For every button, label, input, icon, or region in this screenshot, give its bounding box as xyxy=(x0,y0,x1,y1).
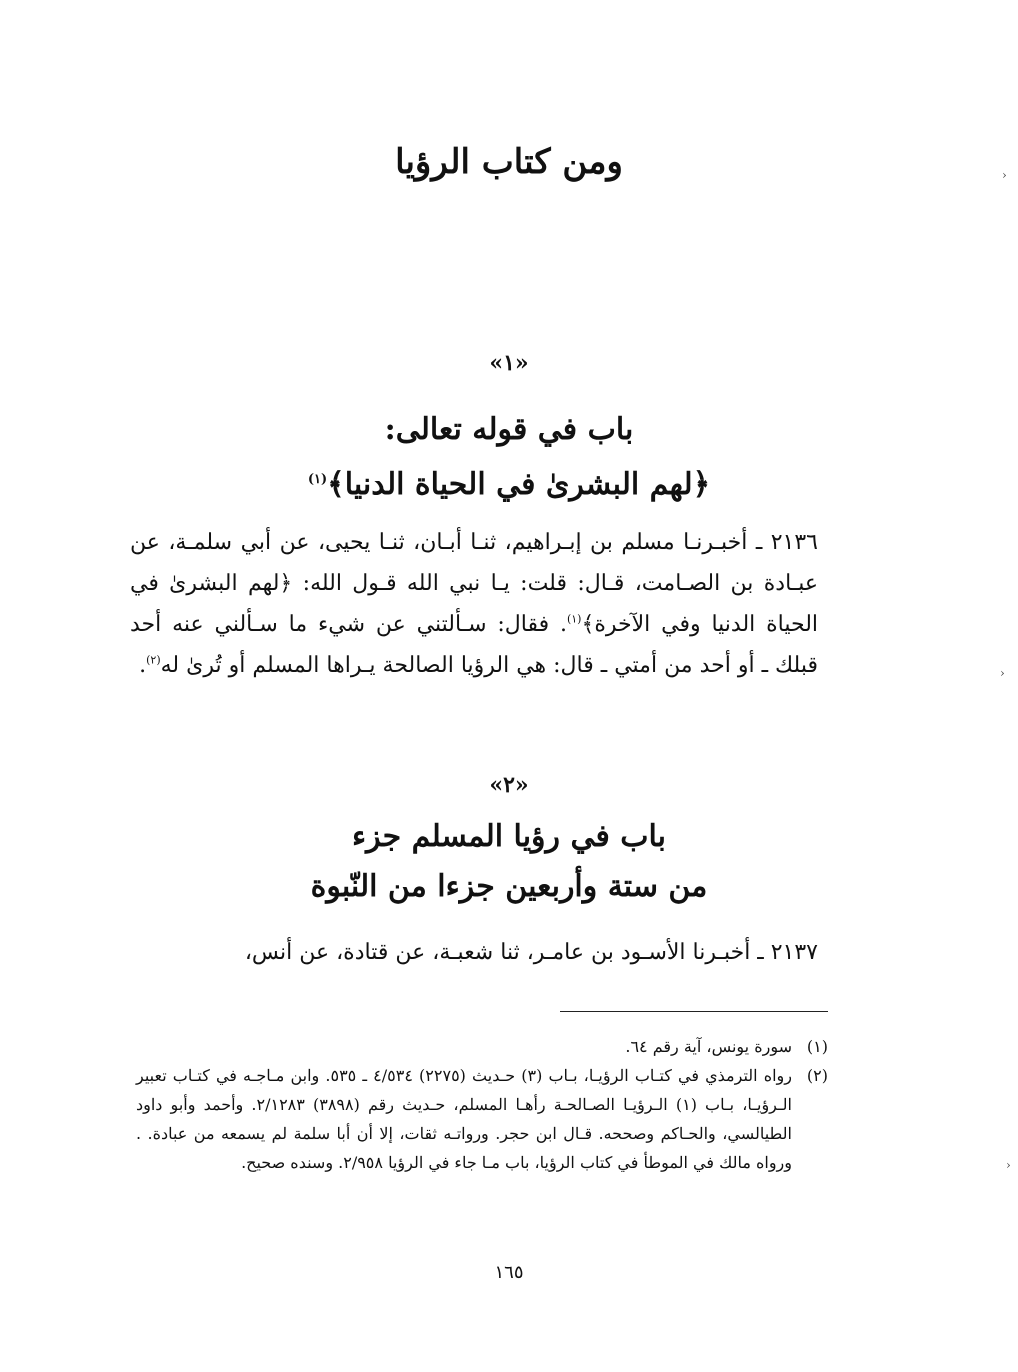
page-number: ١٦٥ xyxy=(494,1262,524,1283)
section-number-2: «٢» xyxy=(489,772,529,798)
margin-mark: › xyxy=(1000,666,1005,680)
book-title: ومن كتاب الرؤيا xyxy=(395,142,623,182)
margin-mark: › xyxy=(1002,168,1007,182)
footnote-marker: (٢) xyxy=(806,1066,828,1085)
footnote-ref-1b: (١) xyxy=(566,612,582,626)
footnote-marker: (١) xyxy=(806,1037,828,1056)
footnote-2 xyxy=(136,1061,828,1177)
footnote-text: سورة يونس، آية رقم ٦٤. xyxy=(625,1037,792,1056)
section-title-2-line1: باب في رؤيا المسلم جزء xyxy=(351,819,666,854)
hadith-2136-part1: ٢١٣٦ ـ أخبـرنـا مسلم بن إبـراهيم، ثنـا أبـان، ثنـا يحيى، عن أبي سلمـة، عن عبـادة بن الصـامت، قـال: قلت: يـا نبي الله قـول الله: ﴿لهم البشرىٰ في الحياة الدنيا وفي الآخرة﴾ xyxy=(130,530,819,637)
footnote-text: رواه الترمذي في كتـاب الرؤيـا، بـاب (٣) حـديث (٢٢٧٥) ٤/٥٣٤ ـ ٥٣٥. وابن مـاجـه في كتـاب تعبير الـرؤيـا، بـاب (١) الـرؤيـا الصـالحـة رأهـا المسلم، حـديث رقم (٣٨٩٨) ٢/١٢٨٣. وأحمد وأبو داود الطيالسي، والحـاكم وصححه. قـال ابن حجر. ورواتـه ثقات، إلا أن أبا سلمة لم يسمعه من عبادة. . ورواه مالك في الموطأ في كتاب الرؤيا، باب مـا جاء في الرؤيا ٢/٩٥٨. وسنده صحيح. xyxy=(136,1066,793,1172)
margin-mark: › xyxy=(1006,1158,1011,1172)
hadith-2136 xyxy=(130,522,818,686)
section-title-1 xyxy=(0,405,1018,510)
section-title-1-verse: ﴿لهم البشرىٰ في الحياة الدنيا﴾ xyxy=(327,467,711,502)
hadith-2136-part2: . فقال: سـألتني عن شيء ما سـألني عنه أحد قبلك ـ أو أحد من أمتي ـ قال: هي الرؤيا الصالحة يـراها المسلم أو تُرىٰ له xyxy=(130,612,818,678)
footnotes xyxy=(136,1032,828,1177)
footnote-ref-2: (٢) xyxy=(146,653,161,667)
section-title-1-line1: باب في قوله تعالى: xyxy=(384,412,634,447)
footnote-ref-1: (١) xyxy=(307,472,328,487)
hadith-2137: ٢١٣٧ ـ أخبـرنا الأسـود بن عامـر، ثنا شعبـة، عن قتادة، عن أنس، xyxy=(244,940,818,965)
footnote-1 xyxy=(136,1032,828,1061)
footnote-divider xyxy=(560,1011,828,1012)
section-title-2-line2: من ستة وأربعين جزءا من النّبوة xyxy=(310,869,708,904)
section-title-1-line2 xyxy=(0,455,1018,510)
section-title-2 xyxy=(0,812,1018,912)
hadith-2136-end: . xyxy=(139,653,147,678)
section-number-1: «١» xyxy=(489,350,529,376)
